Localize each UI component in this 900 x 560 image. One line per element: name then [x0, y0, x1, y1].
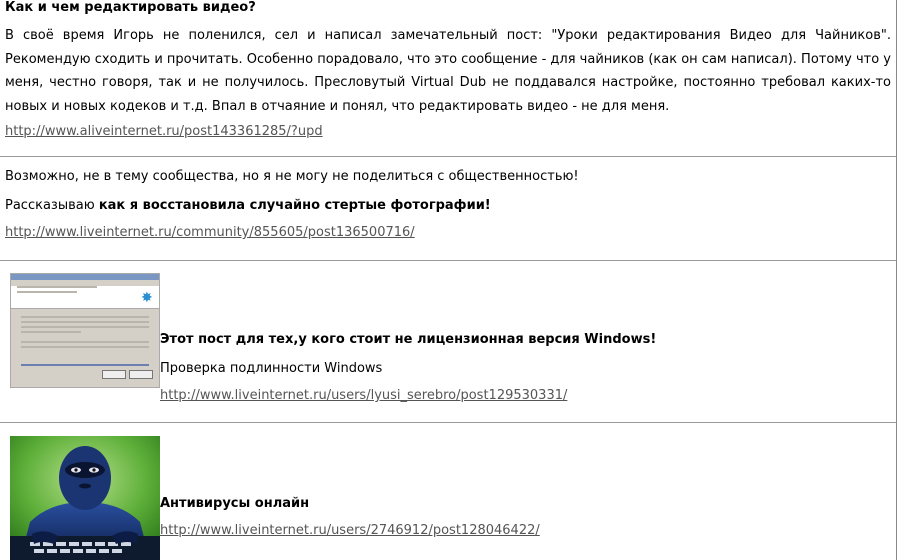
- dialog-next-button: [102, 370, 126, 379]
- windows-star-icon: ✸: [141, 290, 153, 306]
- post-link[interactable]: http://www.liveinternet.ru/users/lyusi_serebro/post129530331/: [160, 388, 568, 403]
- post-link[interactable]: http://www.liveinternet.ru/users/2746912/post128046422/: [160, 523, 540, 538]
- post-body: [160, 330, 656, 403]
- dialog-link-line: [21, 364, 149, 366]
- post-teaser-prefix: Рассказываю: [5, 198, 99, 213]
- post-teaser: [5, 196, 891, 216]
- dialog-text-line: [21, 341, 149, 343]
- post-title: Этот пост для тех,у кого стоит не лицензионная версия Windows!: [160, 332, 657, 347]
- dialog-text-line: [21, 331, 81, 333]
- post-title: Как и чем редактировать видео?: [5, 0, 256, 15]
- hacker-illustration: [10, 436, 160, 560]
- dialog-text-line: [21, 326, 149, 328]
- dialog-buttons: [99, 368, 153, 383]
- dialog-header-line: [17, 286, 97, 288]
- hacker-thumbnail[interactable]: [10, 436, 160, 560]
- post-link[interactable]: http://www.liveinternet.ru/community/855605/post136500716/: [5, 225, 415, 240]
- post-text: В своё время Игорь не поленился, сел и написал замечательный пост: "Уроки редактирования Видео для Чайников". Рекомендую сходить и прочитать. Особенно порадовало, что это сообщение - для чайников (как он сам написал). Потому что у меня, честно говоря, так и не получилось. Пресловутый Virtual Dub не поддавался настройке, постоянно требовал каких-то новых и новых кодеков и т.д. Впал в отчаяние и понял, что редактировать видео - не для меня.: [5, 28, 891, 114]
- dialog-header: [11, 286, 159, 309]
- post-subtitle: Проверка подлинности Windows: [160, 361, 383, 376]
- post-title: Антивирусы онлайн: [160, 496, 310, 511]
- post-body: [160, 494, 540, 538]
- dialog-header-line: [17, 291, 77, 293]
- post-link[interactable]: http://www.aliveinternet.ru/post143361285/?upd: [5, 124, 323, 140]
- post-intro: Возможно, не в тему сообщества, но я не могу не поделиться с общественностью!: [5, 169, 579, 184]
- dialog-text-line: [21, 321, 149, 323]
- post-windows-validation: [0, 261, 896, 423]
- post-teaser-bold: как я восстановила случайно стертые фотографии!: [98, 198, 491, 213]
- post-photo-recovery: [0, 157, 896, 261]
- dialog-body: [11, 309, 159, 373]
- post-video-editing: [0, 0, 896, 157]
- windows-dialog-thumbnail[interactable]: [10, 273, 160, 388]
- dialog-cancel-button: [129, 370, 153, 379]
- dialog-text-line: [21, 346, 149, 348]
- post-online-antivirus: [0, 423, 896, 560]
- dialog-titlebar: [11, 274, 159, 280]
- dialog-text-line: [21, 316, 149, 318]
